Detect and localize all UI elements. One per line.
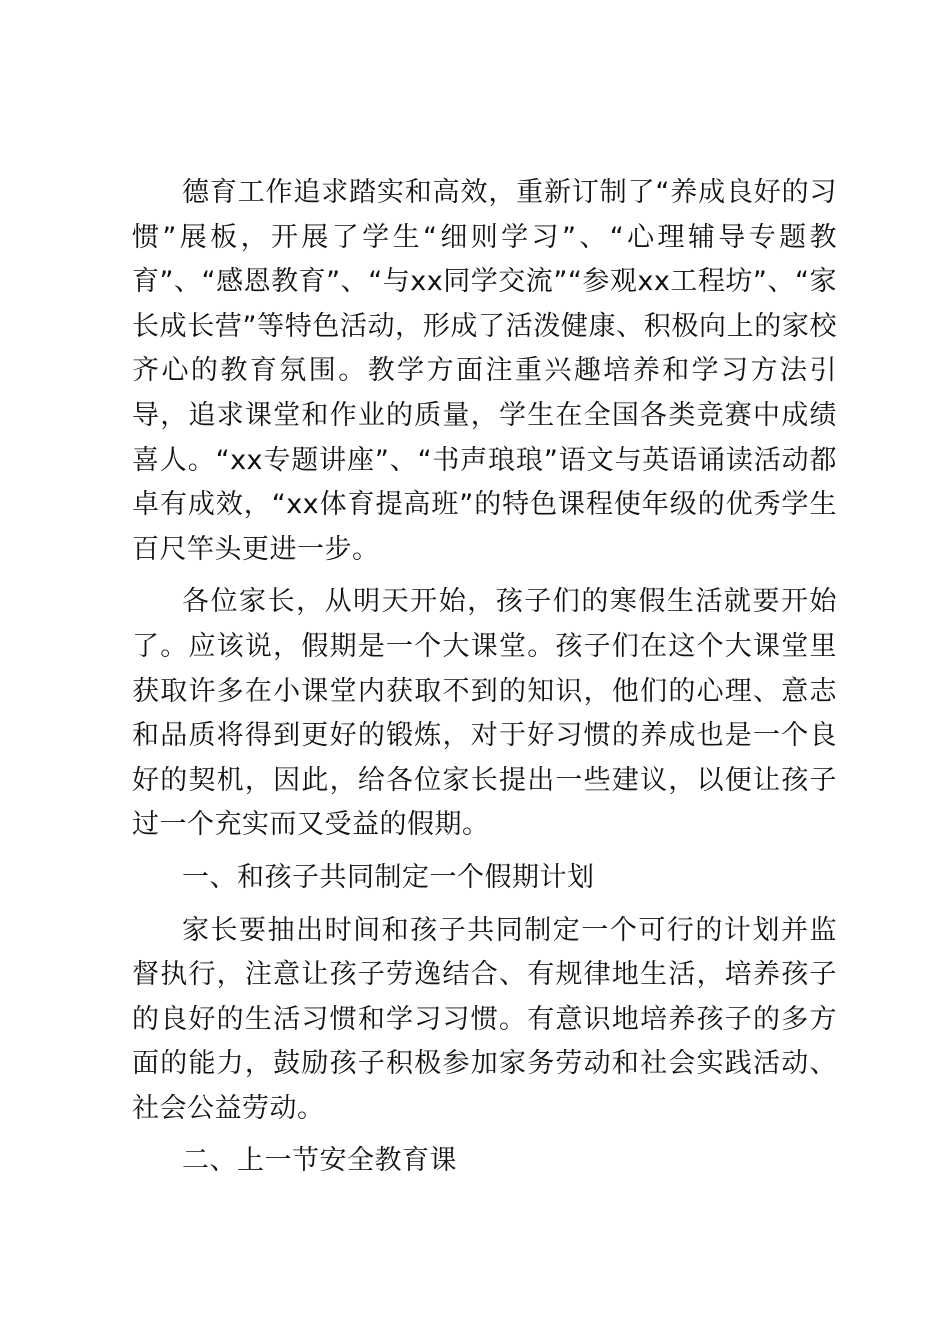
paragraph-moral-education: 德育工作追求踏实和高效，重新订制了“养成良好的习惯”展板，开展了学生“细则学习”、“心理辅导专题教育”、“感恩教育”、“与xx同学交流”“参观xx工程坊”、“家长成长营”等特色活动，形成了活泼健康、积极向上的家校齐心的教育氛围。教学方面注重兴趣培养和学习方法引导，追求课堂和作业的质量，学生在全国各类竞赛中成绩喜人。“xx专题讲座”、“书声琅琅”语文与英语诵读活动都卓有成效，“xx体育提高班”的特色课程使年级的优秀学生百尺竿头更进一步。 — [132, 177, 837, 565]
paragraph-spacer — [132, 1131, 837, 1139]
paragraph-plan-advice: 家长要抽出时间和孩子共同制定一个可行的计划并监督执行，注意让孩子劳逸结合、有规律地生活，培养孩子的良好的生活习惯和学习习惯。有意识地培养孩子的多方面的能力，鼓励孩子积极参加家务劳动和社会实践活动、社会公益劳动。 — [132, 914, 837, 1124]
document-body — [132, 171, 837, 1184]
section-heading-safety: 二、上一节安全教育课 — [182, 1145, 457, 1177]
paragraph-spacer — [132, 848, 837, 856]
section-heading-plan: 一、和孩子共同制定一个假期计划 — [182, 861, 595, 893]
paragraph-spacer — [132, 901, 837, 909]
paragraph-spacer — [132, 572, 837, 580]
paragraph-winter-vacation: 各位家长，从明天开始，孩子们的寒假生活就要开始了。应该说，假期是一个大课堂。孩子们在这个大课堂里获取许多在小课堂内获取不到的知识，他们的心理、意志和品质将得到更好的锻炼，对于好习惯的养成也是一个良好的契机，因此，给各位家长提出一些建议，以便让孩子过一个充实而又受益的假期。 — [132, 586, 837, 841]
